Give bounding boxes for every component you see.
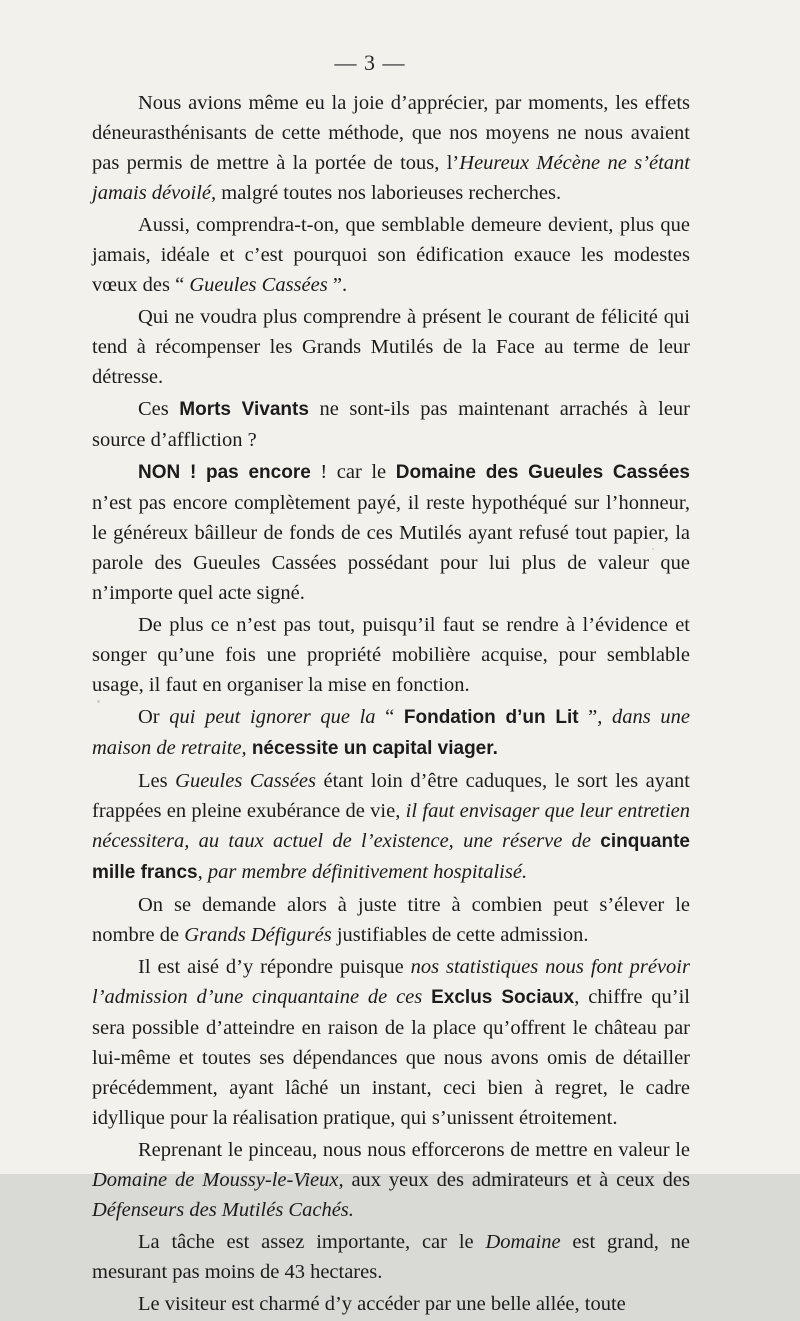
text-run: ”,	[578, 706, 613, 728]
text-run: ,	[197, 861, 208, 883]
paragraph	[92, 210, 690, 300]
text-run: “	[375, 706, 404, 728]
text-run: aux yeux des admirateurs et à ceux des	[343, 1169, 690, 1191]
bold-text: NON ! pas encore	[138, 462, 311, 483]
text-run: Or	[138, 706, 170, 728]
italic-text: qui peut ignorer que la	[169, 706, 376, 728]
text-run: Le visiteur est charmé d’y accéder par une belle allée, toute	[138, 1293, 626, 1315]
italic-text: il faut envisager que leur entretien nécessitera, au taux actuel de l’existence, une réserve de	[92, 800, 690, 852]
paragraph	[92, 394, 690, 455]
text-run: Qui ne voudra plus comprendre à présent le courant de félicité qui tend à récompenser les Grands Mutilés de la Face au terme de leur détresse.	[92, 306, 690, 388]
text-run	[591, 830, 600, 852]
paragraph	[92, 890, 690, 950]
text-run: ”.	[327, 274, 348, 296]
bold-text: Fondation d’un Lit	[403, 707, 579, 728]
italic-text: Grands Défigurés	[184, 924, 332, 946]
paragraph	[92, 1135, 690, 1225]
print-speck	[663, 126, 666, 129]
italic-text: dans une maison de retraite,	[92, 706, 690, 759]
text-run: Les	[138, 770, 176, 792]
italic-text: nos statistiques nous font prévoir l’admission d’une cinquantaine de ces	[92, 956, 690, 1008]
paragraph	[92, 302, 690, 392]
italic-text: par membre définitivement hospitalisé.	[207, 861, 528, 883]
text-run: La tâche est assez importante, car le	[138, 1231, 486, 1253]
text-run: justifiables de cette admission.	[331, 924, 589, 946]
text-run: ne sont-ils pas maintenant arrachés à leur source d’affliction ?	[92, 398, 691, 451]
text-run: Il est aisé d’y répondre puisque	[138, 956, 411, 978]
text-run: ! car le	[310, 461, 396, 483]
paragraph	[92, 1227, 690, 1287]
bold-text: cinquante mille francs	[92, 831, 690, 883]
bold-text: Morts Vivants	[179, 399, 309, 420]
italic-text: Gueules Cassées	[189, 274, 328, 296]
paragraph	[92, 952, 690, 1133]
text-run	[422, 986, 431, 1008]
text-run: De plus ce n’est pas tout, puisqu’il faut se rendre à l’évidence et songer qu’une fois une propriété mobilière acquise, pour semblable usage, il faut en organiser la mise en fonction.	[92, 614, 690, 696]
text-run: étant loin d’être caduques, le sort les ayant frappées en pleine exubérance de vie,	[92, 770, 691, 822]
text-run: Nous avions même eu la joie d’apprécier, par moments, les effets déneurasthénisants de cette méthode, que nos moyens ne nous avaient pas permis de mettre à la portée de tous, l’	[92, 92, 690, 174]
italic-text: Domaine	[485, 1231, 561, 1253]
text-run: Reprenant le pinceau, nous nous efforcerons de mettre en valeur le	[138, 1139, 690, 1161]
page-number: — 3 —	[334, 50, 406, 75]
bold-text: Domaine des Gueules Cassées	[395, 462, 690, 483]
text-run: Ces	[138, 398, 180, 420]
text-run: Aussi, comprendra-t-on, que semblable demeure devient, plus que jamais, idéale et c’est pourquoi son édification exauce les modestes vœux des “	[92, 214, 690, 296]
paragraph	[92, 766, 690, 888]
italic-text: Défenseurs des Mutilés Cachés.	[92, 1199, 354, 1221]
text-run: est grand, ne mesurant pas moins de 43 hectares.	[92, 1231, 690, 1283]
paragraph	[92, 610, 690, 700]
paragraph	[92, 702, 690, 764]
bold-text: nécessite un capital viager.	[251, 738, 498, 759]
print-speck	[618, 232, 620, 234]
paragraph	[92, 457, 690, 608]
text-run: n’est pas encore complètement payé, il reste hypothéqué sur l’honneur, le généreux bâilleur de fonds de ces Mutilés ayant refusé tout papier, la parole des Gueules Cassées possédant pour lui plus de valeur que n’importe quel acte signé.	[92, 492, 690, 604]
paragraph	[92, 88, 690, 208]
text-run: , chiffre qu’il sera possible d’atteindre en raison de la place qu’offrent le château par lui-même et toutes ses dépendances que nous avons omis de détailler précédemment, ayant lâché un instant, ceci bien à regret, le cadre idyllique pour la réalisation pratique, qui s’unissent étroitement.	[92, 986, 691, 1129]
italic-text: Gueules Cassées	[175, 770, 316, 792]
print-speck	[97, 700, 100, 703]
bold-text: Exclus Sociaux	[431, 987, 575, 1008]
italic-text: Domaine de Moussy-le-Vieux,	[92, 1169, 344, 1191]
print-speck	[515, 960, 518, 962]
text-run: malgré toutes nos laborieuses recherches.	[216, 182, 562, 204]
paragraph	[92, 1289, 690, 1319]
italic-text: Heureux Mécène ne s’étant jamais dévoilé,	[92, 152, 690, 204]
print-speck	[652, 548, 654, 550]
body-text	[92, 88, 690, 1321]
text-run: On se demande alors à juste titre à combien peut s’élever le nombre de	[92, 894, 690, 946]
